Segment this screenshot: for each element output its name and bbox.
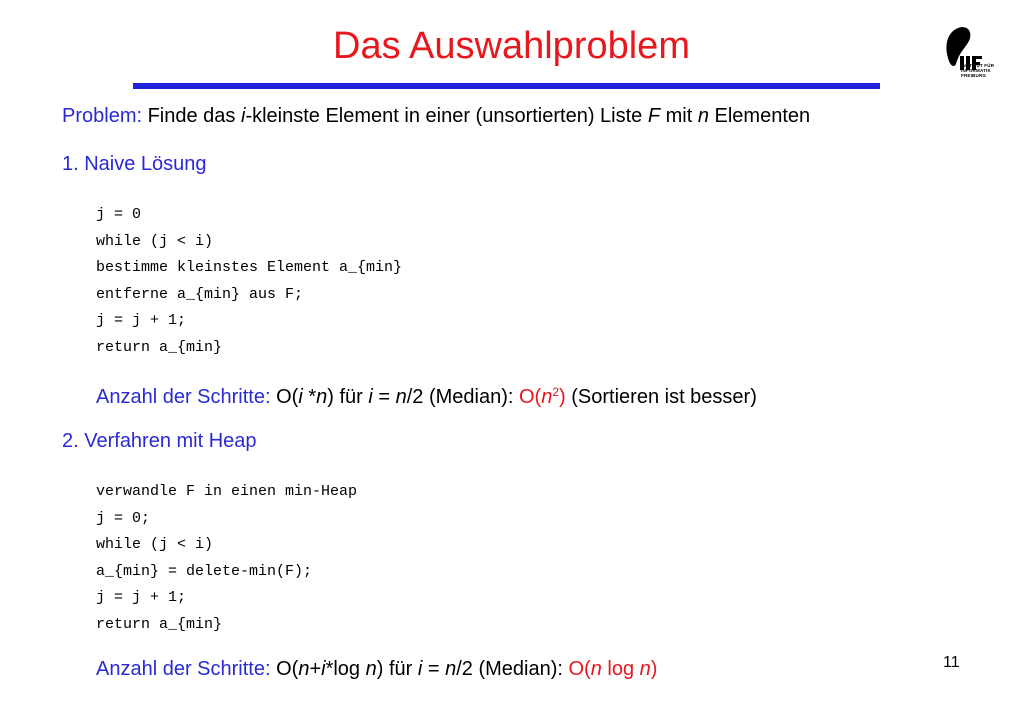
step-count-label: Anzahl der Schritte: bbox=[96, 658, 271, 680]
code-line: return a_{min} bbox=[96, 338, 223, 356]
title-underline bbox=[133, 83, 880, 89]
logo-caption-line: INSTITUT FÜR bbox=[961, 63, 995, 68]
code-line: a_{min} = delete-min(F); bbox=[96, 562, 313, 580]
page-number: 11 bbox=[943, 654, 960, 671]
section-heading-heap: 2. Verfahren mit Heap bbox=[62, 430, 257, 452]
code-block-naive bbox=[96, 202, 402, 362]
problem-label: Problem: bbox=[62, 105, 143, 127]
step-count-naive: Anzahl der Schritte: O(i *n) für i = n/2 (Median): $O(n^2)$ (Sortieren ist besser) bbox=[96, 385, 757, 408]
problem-statement bbox=[62, 104, 810, 128]
complexity-result: O(n log n) bbox=[568, 658, 658, 680]
step-count-heap: Anzahl der Schritte: O(n+i*log n) für i = n/2 (Median): O(n log n) bbox=[96, 658, 658, 680]
step-count-label: Anzahl der Schritte: bbox=[96, 386, 271, 408]
code-line: j = 0; bbox=[96, 509, 151, 527]
slide-title: Das Auswahlproblem bbox=[333, 25, 690, 67]
code-line: while (j < i) bbox=[96, 536, 214, 554]
section-heading-naive: 1. Naive Lösung bbox=[62, 153, 207, 175]
code-line: return a_{min} bbox=[96, 615, 223, 633]
code-line: while (j < i) bbox=[96, 232, 214, 250]
logo-caption bbox=[961, 63, 1001, 78]
code-line: j = j + 1; bbox=[96, 312, 187, 330]
logo-caption-line: INFORMATIK bbox=[961, 68, 991, 73]
code-block-heap bbox=[96, 479, 357, 639]
problem-text: Finde das i-kleinste Element in einer (unsortierten) Liste F mit n Elementen bbox=[147, 105, 811, 127]
code-line: entferne a_{min} aus F; bbox=[96, 285, 304, 303]
code-line: bestimme kleinstes Element a_{min} bbox=[96, 259, 403, 277]
code-line: j = j + 1; bbox=[96, 589, 187, 607]
logo-caption-line: FREIBURG bbox=[961, 73, 987, 78]
code-line: verwandle F in einen min-Heap bbox=[96, 483, 358, 500]
code-line: j = 0 bbox=[96, 206, 142, 223]
complexity-result: $O(n^2)$ bbox=[519, 385, 566, 408]
